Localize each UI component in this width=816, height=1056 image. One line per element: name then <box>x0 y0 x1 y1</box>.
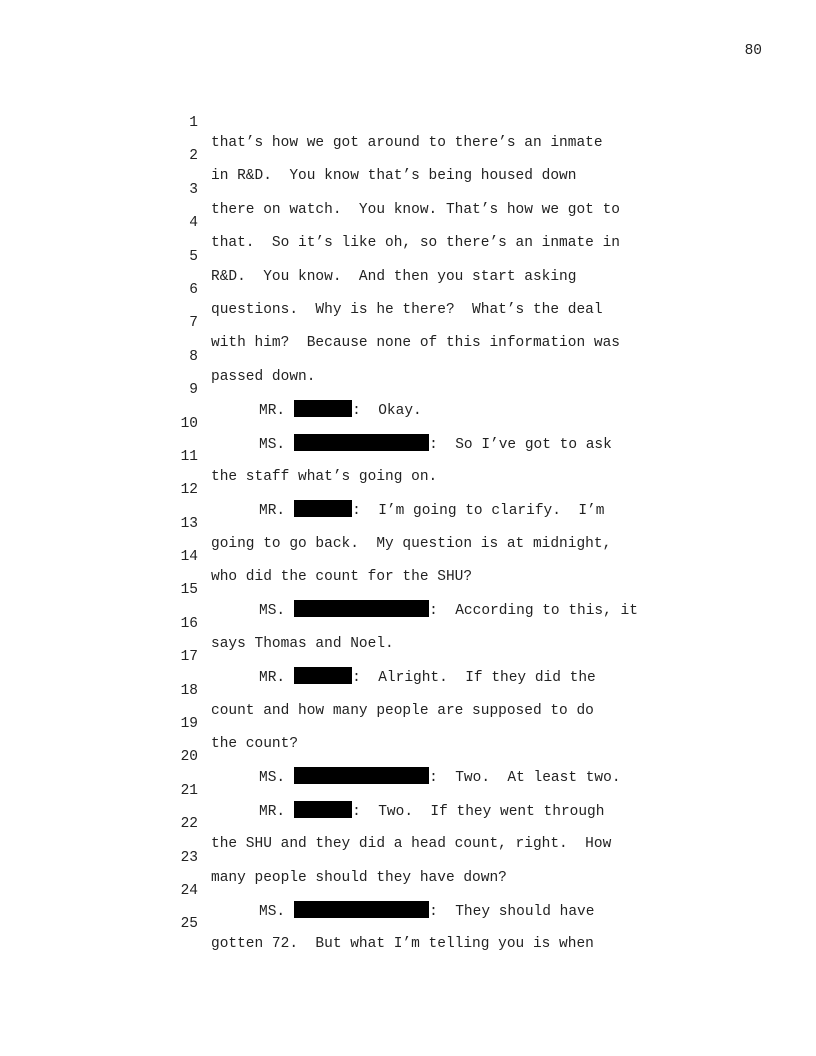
transcript-line <box>0 727 816 787</box>
line-number: 24 <box>180 882 198 899</box>
line-text: count and how many people are supposed to do <box>211 702 594 719</box>
transcript-line <box>0 761 816 820</box>
line-text: in R&D. You know that’s being housed down <box>211 168 577 185</box>
transcript-line <box>0 293 816 352</box>
transcript-line <box>0 794 816 853</box>
line-number: 13 <box>180 515 198 532</box>
speaker-title: MS. <box>259 903 286 920</box>
transcript-line <box>0 327 816 385</box>
line-text: gotten 72. But what I’m telling you is when <box>211 936 594 953</box>
line-number: 19 <box>180 716 198 733</box>
line-text: questions. Why is he there? What’s the deal <box>211 301 603 318</box>
line-text: that. So it’s like oh, so there’s an inmate in <box>211 235 620 252</box>
line-number: 21 <box>180 782 198 799</box>
transcript-line <box>0 894 816 953</box>
speech-text: : Alright. If they did the <box>352 670 596 687</box>
speech-text: : Two. At least two. <box>429 770 621 787</box>
line-text: going to go back. My question is at midnight, <box>211 535 612 552</box>
speaker-title: MR. <box>259 403 286 420</box>
line-number: 25 <box>180 916 198 933</box>
transcript-line <box>0 160 816 218</box>
line-number: 11 <box>180 448 198 465</box>
line-text: many people should they have down? <box>211 869 507 886</box>
line-number: 17 <box>180 649 198 666</box>
line-number: 2 <box>189 148 198 165</box>
transcript-line <box>0 193 816 252</box>
speech-text: : Two. If they went through <box>352 803 605 820</box>
line-text: who did the count for the SHU? <box>211 569 473 586</box>
line-number: 5 <box>189 248 198 265</box>
transcript-line <box>0 861 816 920</box>
speaker-title: MS. <box>259 603 286 620</box>
transcript-line <box>0 360 816 420</box>
line-text: says Thomas and Noel. <box>211 635 394 652</box>
transcript-line <box>0 527 816 586</box>
line-number: 1 <box>189 115 198 131</box>
line-number: 3 <box>189 181 198 198</box>
line-number: 12 <box>180 482 198 499</box>
line-text: with him? Because none of this information was <box>211 335 620 352</box>
speaker-title: MR. <box>259 670 286 687</box>
speaker-title: MS. <box>259 436 286 453</box>
line-number: 4 <box>189 215 198 232</box>
transcript-line <box>0 494 816 552</box>
transcript-line <box>0 661 816 719</box>
line-number: 8 <box>189 348 198 365</box>
speaker-title: MR. <box>259 503 286 520</box>
speaker-title: MS. <box>259 770 286 787</box>
transcript-line <box>0 93 816 151</box>
line-text: the SHU and they did a head count, right. How <box>211 836 612 853</box>
line-number: 14 <box>180 549 198 566</box>
transcript-line <box>0 560 816 620</box>
line-number: 15 <box>180 582 198 599</box>
speech-text: : So I’ve got to ask <box>429 436 612 453</box>
transcript-body <box>0 93 816 953</box>
transcript-line <box>0 227 816 285</box>
line-text: the staff what’s going on. <box>211 468 438 485</box>
line-text: that’s how we got around to there’s an inmate <box>211 135 603 151</box>
transcript-line <box>0 627 816 687</box>
line-number: 18 <box>180 682 198 699</box>
transcript-line <box>0 694 816 753</box>
line-number: 6 <box>189 281 198 298</box>
speech-text: : According to this, it <box>429 603 638 620</box>
line-number: 22 <box>180 816 198 833</box>
page-number: 80 <box>744 43 762 59</box>
line-text: there on watch. You know. That’s how we got to <box>211 201 620 218</box>
speech-text: : They should have <box>429 903 595 920</box>
transcript-line <box>0 260 816 318</box>
line-text: the count? <box>211 736 299 753</box>
line-number: 20 <box>180 749 198 766</box>
speech-text: : I’m going to clarify. I’m <box>352 503 605 520</box>
speech-text: : Okay. <box>352 403 422 420</box>
line-text: passed down. <box>211 368 316 385</box>
line-number: 23 <box>180 849 198 866</box>
transcript-line <box>0 828 816 886</box>
transcript-line <box>0 126 816 185</box>
speaker-title: MR. <box>259 803 286 820</box>
line-number: 16 <box>180 615 198 632</box>
transcript-line <box>0 460 816 520</box>
line-text: R&D. You know. And then you start asking <box>211 268 577 285</box>
transcript-line <box>0 427 816 485</box>
transcript-line <box>0 594 816 652</box>
line-number: 7 <box>189 315 198 332</box>
transcript-line <box>0 394 816 453</box>
line-number: 9 <box>189 382 198 399</box>
line-number: 10 <box>180 415 198 432</box>
